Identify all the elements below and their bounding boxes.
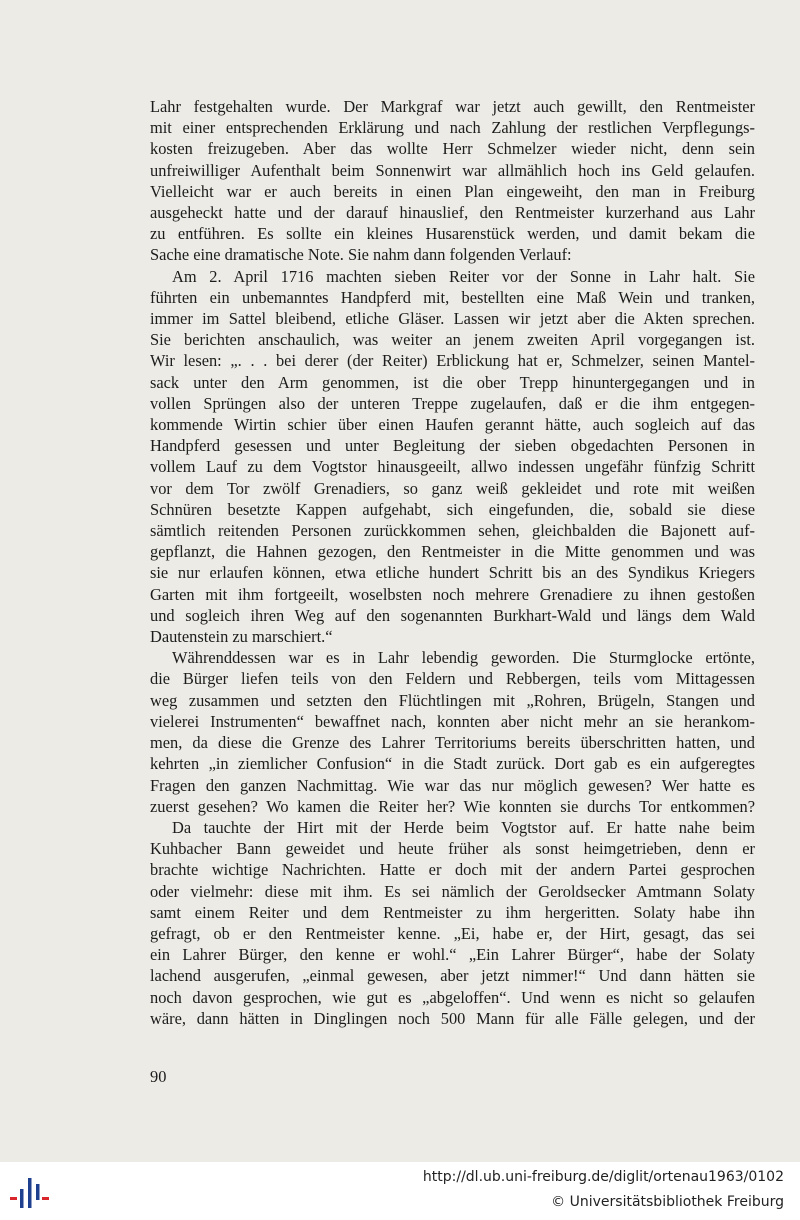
text-line: sack unter den Arm genommen, ist die ober Trepp hinuntergegangen und in bbox=[150, 372, 755, 392]
text-line: Vielleicht war er auch bereits in einen Plan eingeweiht, den man in Freiburg bbox=[150, 181, 755, 201]
copyright-text: © Universitätsbibliothek Freiburg bbox=[551, 1194, 784, 1210]
text-line: Sache eine dramatische Note. Sie nahm dann folgenden Verlauf: bbox=[150, 245, 572, 265]
text-line: Dautenstein zu marschiert.“ bbox=[150, 627, 333, 647]
ub-freiburg-logo-icon[interactable] bbox=[8, 1174, 52, 1214]
text-line: Da tauchte der Hirt mit der Herde beim Vogtstor auf. Er hatte nahe beim bbox=[172, 817, 755, 837]
text-line: die Bürger liefen teils von den Feldern und Rebbergen, teils vom Mittagessen bbox=[150, 669, 755, 689]
text-line: gepflanzt, die Hahnen gezogen, den Rentmeister in die Mitte genommen und was bbox=[150, 542, 755, 562]
text-line: Währenddessen war es in Lahr lebendig geworden. Die Sturmglocke ertönte, bbox=[172, 648, 755, 668]
text-line: Fragen den ganzen Nachmittag. Wie war das nur möglich gewesen? Wer hatte es bbox=[150, 775, 755, 795]
text-line: Lahr festgehalten wurde. Der Markgraf war jetzt auch gewillt, den Rentmeister bbox=[150, 97, 755, 116]
text-line: zu entführen. Es sollte ein kleines Husarenstück werden, und damit bekam die bbox=[150, 224, 755, 244]
logo-left-dash bbox=[10, 1197, 17, 1200]
logo-bar-3 bbox=[36, 1184, 40, 1200]
text-line: Schnüren besetzte Kappen aufgehabt, sich eingefunden, die, sobald sie diese bbox=[150, 499, 755, 519]
text-line: brachte wichtige Nachrichten. Hatte er doch mit der andern Partei gesprochen bbox=[150, 860, 755, 880]
text-line: Am 2. April 1716 machten sieben Reiter vor der Sonne in Lahr halt. Sie bbox=[172, 266, 755, 286]
text-line: Garten mit ihm fortgeeilt, woselbsten noch mehrere Grenadiere zu ihnen gestoßen bbox=[150, 584, 755, 604]
text-line: kommende Wirtin schier über einen Haufen gerannt hätte, auch sogleich auf das bbox=[150, 415, 755, 435]
text-line: lachend ausgerufen, „einmal gewesen, aber jetzt nimmer!“ Und dann hätten sie bbox=[150, 966, 755, 986]
text-line: immer im Sattel bleibend, etliche Gläser. Lassen wir jetzt aber die Akten sprechen. bbox=[150, 309, 755, 329]
text-line: men, da diese die Grenze des Lahrer Territoriums bereits überschritten hatten, und bbox=[150, 733, 755, 753]
text-line: Wir lesen: „. . . bei derer (der Reiter) Erblickung hat er, Schmelzer, seinen Mantel- bbox=[150, 351, 755, 371]
text-line: kehrten „in ziemlicher Confusion“ in die Stadt zurück. Dort gab es ein aufgeregtes bbox=[150, 754, 755, 774]
text-line: weg zusammen und setzten den Flüchtlingen mit „Rohren, Brügeln, Stangen und bbox=[150, 690, 755, 710]
logo-bar-2 bbox=[28, 1178, 32, 1208]
text-line: ausgeheckt hatte und der darauf hinauslief, den Rentmeister kurzerhand aus Lahr bbox=[150, 203, 755, 223]
text-line: noch davon gesprochen, wie gut es „abgeloffen“. Und wenn es nicht so gelaufen bbox=[150, 987, 755, 1007]
footer bbox=[0, 1162, 800, 1220]
text-line: mit einer entsprechenden Erklärung und nach Zahlung der restlichen Verpflegungs- bbox=[150, 118, 755, 138]
text-line: Kuhbacher Bann geweidet und heute früher als sonst heimgetrieben, denn er bbox=[150, 839, 755, 859]
permalink-url[interactable]: http://dl.ub.uni-freiburg.de/diglit/ortenau1963/0102 bbox=[422, 1169, 784, 1185]
text-line: samt einem Reiter und dem Rentmeister zu ihm hergeritten. Solaty habe ihn bbox=[150, 902, 755, 922]
logo-right-dash bbox=[42, 1197, 49, 1200]
text-line: vor dem Tor zwölf Grenadiers, so ganz weiß gekleidet und rote mit weißen bbox=[150, 478, 755, 498]
text-line: oder vielmehr: diese mit ihm. Es sei nämlich der Geroldsecker Amtmann Solaty bbox=[150, 881, 755, 901]
text-line: und sogleich ihren Weg auf den sogenannten Burkhart-Wald und längs dem Wald bbox=[150, 605, 755, 625]
text-line: sämtlich reitenden Personen zurückkommen sehen, gleichbalden die Bajonett auf- bbox=[150, 521, 755, 541]
body-text bbox=[150, 96, 755, 1029]
text-line: ein Lahrer Bürger, den kenne er wohl.“ „Ein Lahrer Bürger“, habe der Solaty bbox=[150, 945, 755, 965]
text-line: wäre, dann hätten in Dinglingen noch 500 Mann für alle Fälle gelegen, und der bbox=[150, 1008, 755, 1028]
page-number: 90 bbox=[150, 1067, 167, 1086]
text-line: Sie berichten anschaulich, was weiter an jenem zweiten April vorgegangen ist. bbox=[150, 330, 755, 350]
text-line: vielerei Instrumenten“ bewaffnet nach, konnten aber nicht mehr an sie herankom- bbox=[150, 711, 755, 731]
text-line: vollem Lauf zu dem Vogtstor hinausgeeilt, allwo indessen ungefähr fünfzig Schritt bbox=[150, 457, 755, 477]
text-line: führten ein unbemanntes Handpferd mit, bestellten eine Maß Wein und tranken, bbox=[150, 287, 755, 307]
text-line: unfreiwilliger Aufenthalt beim Sonnenwirt war allmählich hoch ins Geld gelaufen. bbox=[150, 160, 755, 180]
logo-bar-1 bbox=[20, 1189, 24, 1208]
text-line: sie nur erlaufen können, etwa etliche hundert Schritt bis an des Syndikus Kriegers bbox=[150, 563, 755, 583]
text-line: zuerst gesehen? Wo kamen die Reiter her? Wie konnten sie durchs Tor entkommen? bbox=[150, 796, 755, 816]
text-line: gefragt, ob er den Rentmeister kenne. „Ei, habe er, der Hirt, gesagt, das sei bbox=[150, 923, 755, 943]
text-line: vollen Sprüngen also der unteren Treppe zugelaufen, daß er die ihm entgegen- bbox=[150, 393, 755, 413]
text-line: Handpferd gesessen und unter Begleitung der sieben obgedachten Personen in bbox=[150, 436, 755, 456]
text-line: kosten freizugeben. Aber das wollte Herr Schmelzer wieder nicht, denn sein bbox=[150, 139, 755, 159]
